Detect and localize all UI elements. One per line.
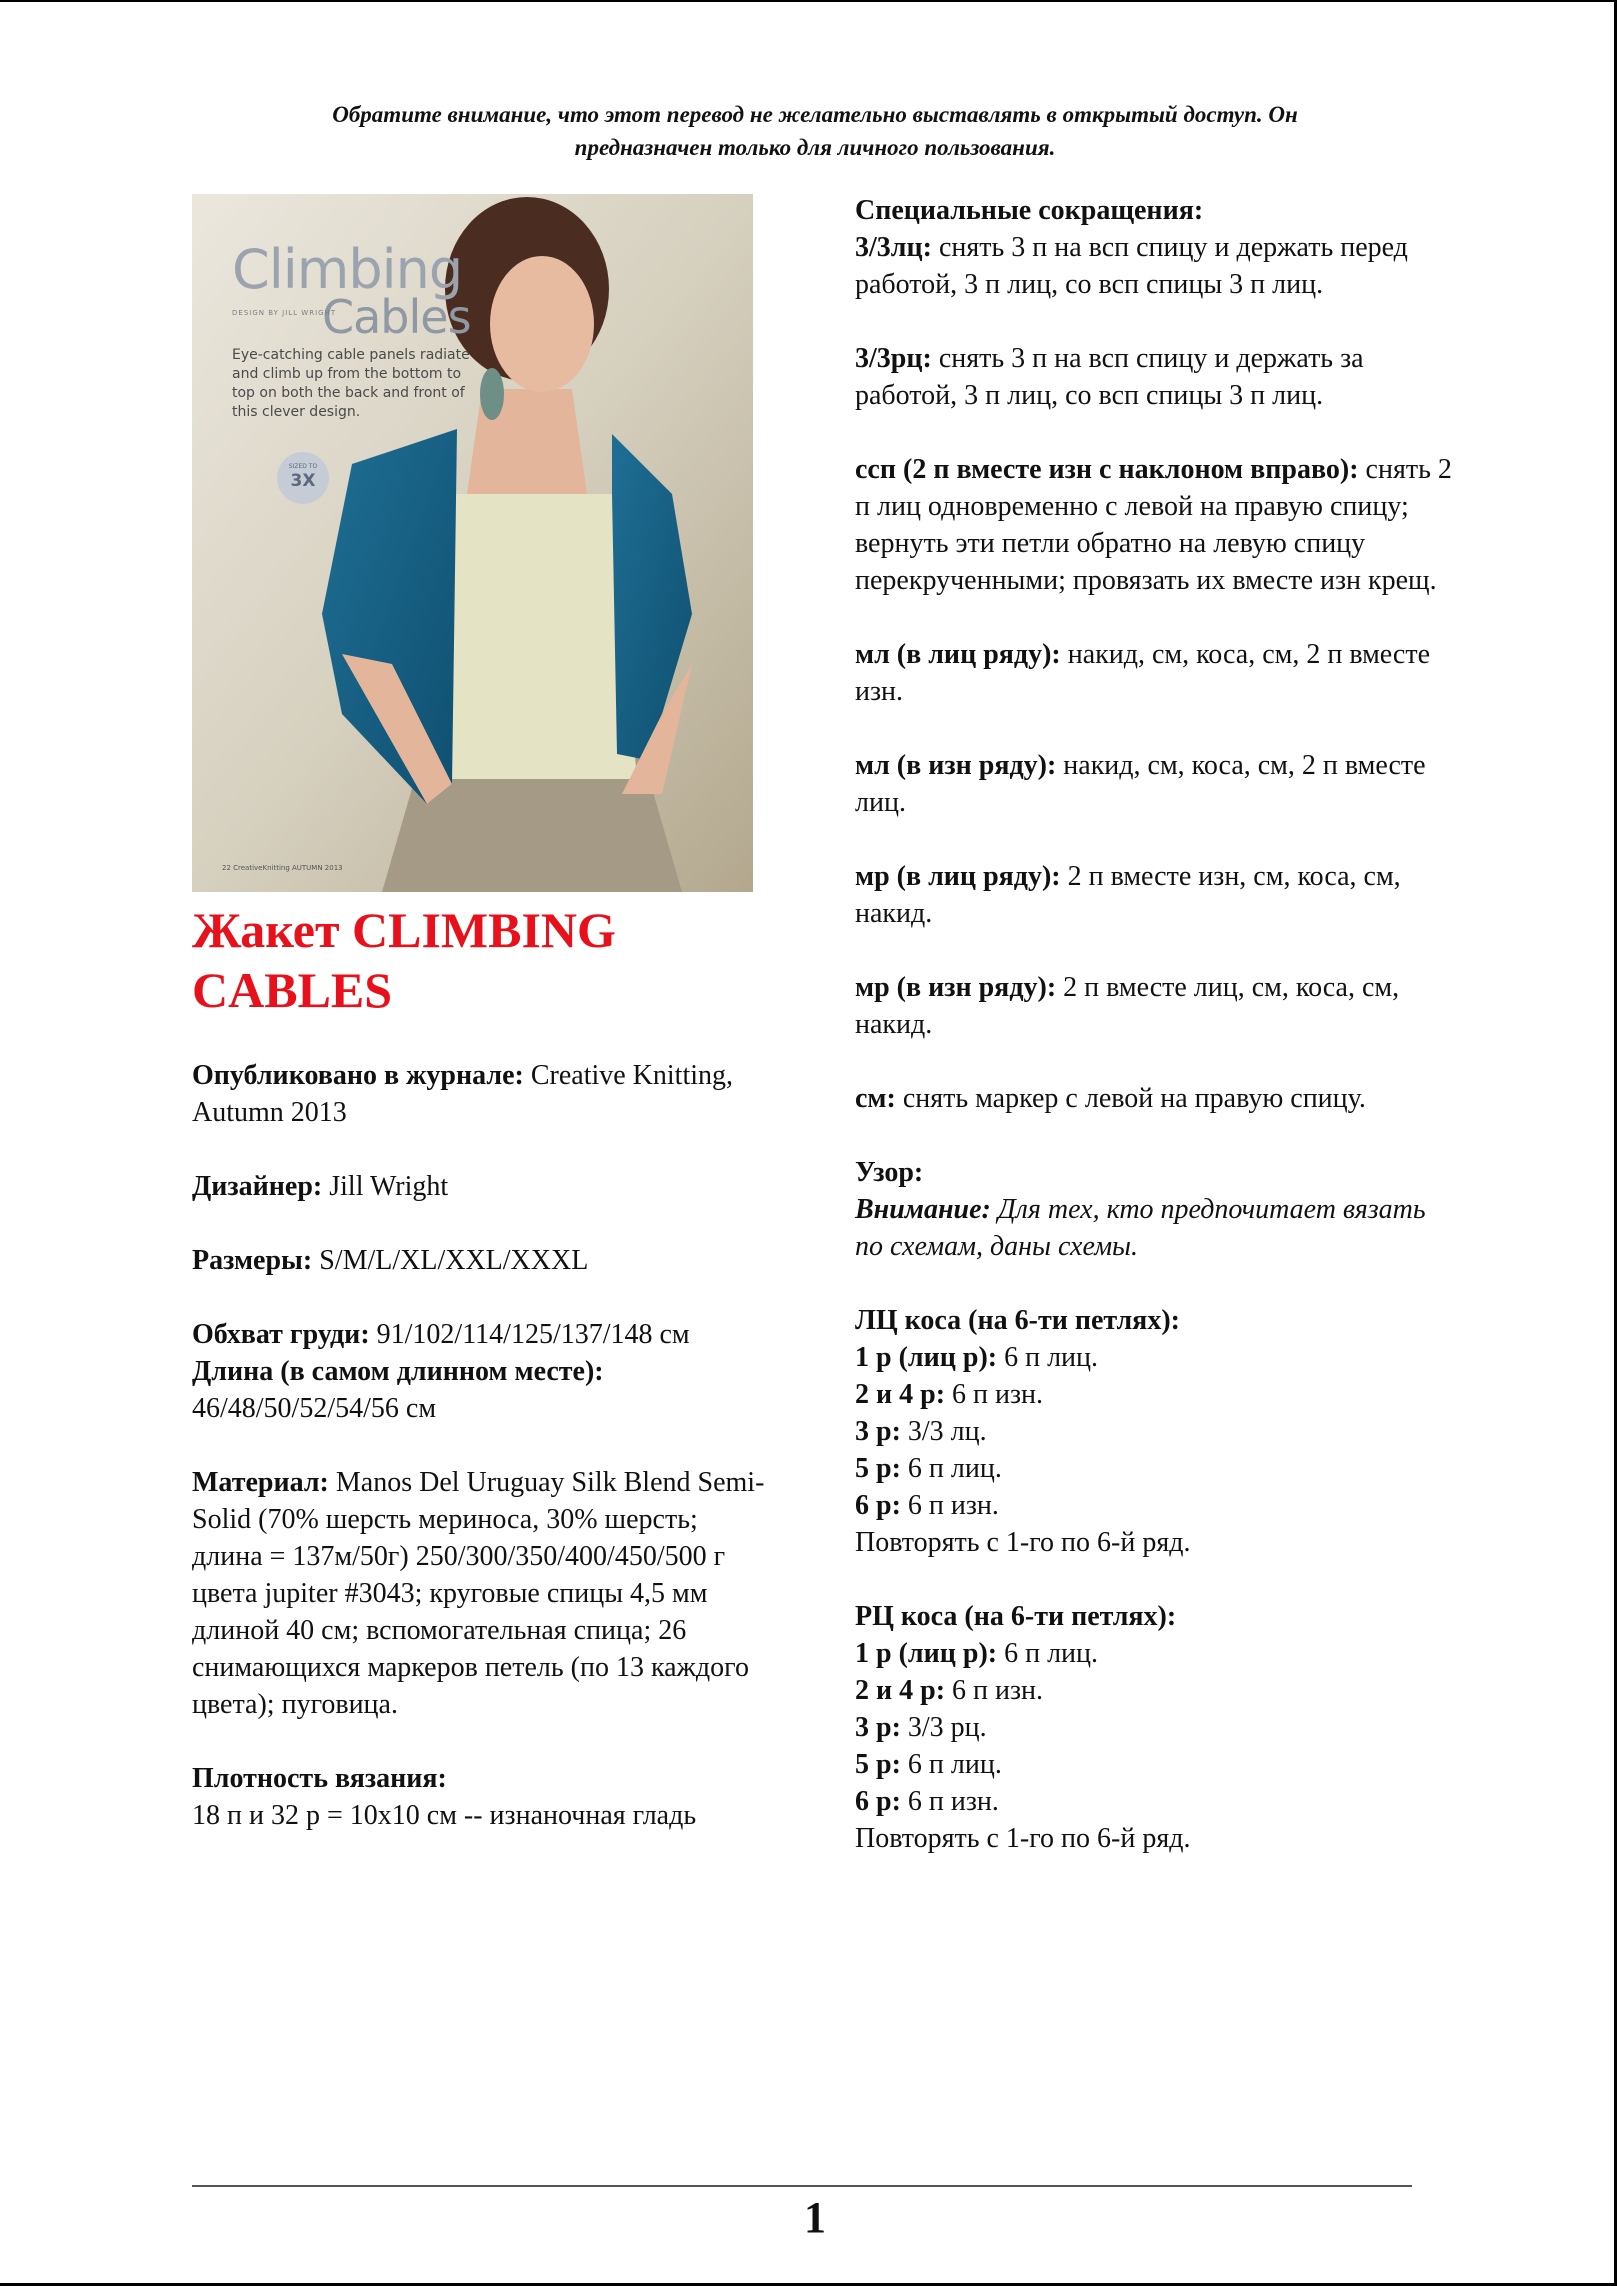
pattern-note-label: Внимание: (855, 1194, 991, 1225)
abbrev-text: снять маркер с левой на правую спицу. (895, 1083, 1366, 1114)
abbrev-term: 3/3рц: (855, 343, 932, 374)
material-line (192, 1464, 772, 1723)
left-column (192, 892, 772, 1834)
size-badge-label: SIZED TO (288, 463, 318, 470)
length-label: Длина (в самом длинном месте): (192, 1356, 604, 1387)
abbrev-item (855, 636, 1455, 710)
material-value: Manos Del Uruguay Silk Blend Semi-Solid (70% шерсть мериноса, 30% шерсть; длина = 137м/50г) 250/300/350/400/450/500 г цвета jupiter #3043; круговые спицы 4,5 мм длиной 40 см; вспомогательная спица; 26 снимающихся маркеров петель (по 13 каждого цвета); пуговица. (192, 1467, 765, 1720)
published-label: Опубликовано в журнале: (192, 1060, 524, 1091)
abbrev-item (855, 451, 1455, 599)
sizes-label: Размеры: (192, 1245, 313, 1276)
abbreviations-heading-text: Специальные сокращения: (855, 195, 1204, 226)
lc-cable-heading (855, 1302, 1455, 1339)
page-number: 1 (804, 2193, 826, 2242)
cover-blurb: Eye-catching cable panels radiate and climb up from the bottom to top on both the back and front of this clever design. (232, 347, 470, 420)
abbrev-item (855, 858, 1455, 932)
rc-row (855, 1746, 1455, 1783)
pattern-heading (855, 1154, 1455, 1191)
abbrev-term: см: (855, 1083, 896, 1114)
bust-line (192, 1316, 772, 1353)
abbrev-text: накид, см, коса, см, 2 п вместе лиц. (855, 750, 1426, 818)
sizes-value: S/M/L/XL/XXL/XXXL (312, 1245, 589, 1276)
lc-row-text: 6 п изн. (945, 1379, 1044, 1410)
abbrev-text: снять 3 п на всп спицу и держать за работой, 3 п лиц, со всп спицы 3 п лиц. (855, 343, 1364, 411)
size-badge-value: 3X (290, 471, 316, 491)
abbreviations-heading (855, 192, 1455, 229)
abbrev-text: снять 2 п лиц одновременно с левой на правую спицу; вернуть эти петли обратно на левую спицу перекрученными; провязать их вместе изн крещ. (855, 454, 1452, 596)
rc-row-text: 6 п изн. (900, 1786, 999, 1817)
rc-cable-heading (855, 1598, 1455, 1635)
lc-row-text: 6 п лиц. (997, 1342, 1099, 1373)
cover-credit: DESIGN BY JILL WRIGHT (232, 309, 337, 317)
lc-row-text: 6 п изн. (900, 1490, 999, 1521)
lc-row-text: 3/3 лц. (900, 1416, 987, 1447)
pattern-title: Жакет CLIMBING CABLES (192, 902, 616, 1018)
rc-row-label: 2 и 4 р: (855, 1675, 946, 1706)
abbrev-item (855, 1080, 1455, 1117)
notice-line-1: Обратите внимание, что этот перевод не желательно выставлять в открытый доступ. Он (332, 102, 1298, 127)
cover-footer: 22 CreativeKnitting AUTUMN 2013 (222, 864, 343, 872)
rc-row-text: 6 п лиц. (997, 1638, 1099, 1669)
designer-value: Jill Wright (322, 1171, 449, 1202)
lc-cable-heading-text: ЛЦ коса (на 6-ти петлях): (855, 1305, 1180, 1336)
lc-row-label: 1 р (лиц р): (855, 1342, 998, 1373)
abbrev-term: 3/3лц: (855, 232, 932, 263)
abbrev-term: мл (в лиц ряду): (855, 639, 1061, 670)
rc-cable-heading-text: РЦ коса (на 6-ти петлях): (855, 1601, 1177, 1632)
lc-row (855, 1487, 1455, 1524)
abbrev-item (855, 969, 1455, 1043)
lc-row-label: 3 р: (855, 1416, 901, 1447)
rc-row-text: 3/3 рц. (900, 1712, 987, 1743)
rc-row-text: 6 п лиц. (900, 1749, 1002, 1780)
cover-title-line-2: Cables (322, 290, 471, 344)
abbrev-text: 2 п вместе лиц, см, коса, см, накид. (855, 972, 1400, 1040)
footer-divider (192, 2185, 1412, 2187)
designer-line (192, 1168, 772, 1205)
rc-repeat: Повторять с 1-го по 6-й ряд. (855, 1823, 1191, 1854)
gauge-label: Плотность вязания: (192, 1763, 447, 1794)
abbrev-term: мр (в лиц ряду): (855, 861, 1061, 892)
pattern-heading-text: Узор: (855, 1157, 924, 1188)
pattern-note (855, 1191, 1455, 1265)
sizes-line (192, 1242, 772, 1279)
cover-title-line-1: Climbing (232, 238, 463, 301)
length-value: 46/48/50/52/54/56 см (192, 1393, 437, 1424)
lc-row-text: 6 п лиц. (900, 1453, 1002, 1484)
lc-row (855, 1376, 1455, 1413)
abbrev-term: ссп (2 п вместе изн с наклоном вправо): (855, 454, 1359, 485)
rc-row-label: 5 р: (855, 1749, 901, 1780)
length-line (192, 1353, 772, 1427)
lc-repeat: Повторять с 1-го по 6-й ряд. (855, 1527, 1191, 1558)
bust-value: 91/102/114/125/137/148 см (369, 1319, 690, 1350)
pattern-note-text: Для тех, кто предпочитает вязать по схемам, даны схемы. (855, 1194, 1426, 1262)
right-column (855, 192, 1455, 1857)
published-line (192, 1057, 772, 1131)
rc-row (855, 1783, 1455, 1820)
designer-label: Дизайнер: (192, 1171, 323, 1202)
lc-row-label: 6 р: (855, 1490, 901, 1521)
magazine-cover-image (192, 194, 753, 892)
gauge-line (192, 1760, 772, 1834)
material-label: Материал: (192, 1467, 329, 1498)
rc-row-text: 6 п изн. (945, 1675, 1044, 1706)
rc-row-label: 3 р: (855, 1712, 901, 1743)
rc-row (855, 1709, 1455, 1746)
lc-row-label: 2 и 4 р: (855, 1379, 946, 1410)
lc-row (855, 1450, 1455, 1487)
rc-row-label: 1 р (лиц р): (855, 1638, 998, 1669)
rc-row-label: 6 р: (855, 1786, 901, 1817)
lc-row-label: 5 р: (855, 1453, 901, 1484)
rc-row (855, 1635, 1455, 1672)
abbrev-item (855, 747, 1455, 821)
abbrev-text: накид, см, коса, см, 2 п вместе изн. (855, 639, 1431, 707)
bust-label: Обхват груди: (192, 1319, 370, 1350)
abbrev-term: мл (в изн ряду): (855, 750, 1057, 781)
lc-row (855, 1413, 1455, 1450)
abbrev-item (855, 229, 1455, 303)
size-badge (277, 452, 329, 504)
notice-line-2: предназначен только для личного пользования. (574, 135, 1056, 160)
copyright-notice (180, 98, 1450, 164)
abbrev-text: 2 п вместе изн, см, коса, см, накид. (855, 861, 1401, 929)
lc-row (855, 1339, 1455, 1376)
rc-row (855, 1672, 1455, 1709)
published-value: Creative Knitting, Autumn 2013 (192, 1060, 734, 1128)
abbrev-item (855, 340, 1455, 414)
abbrev-text: снять 3 п на всп спицу и держать перед работой, 3 п лиц, со всп спицы 3 п лиц. (855, 232, 1408, 300)
gauge-value: 18 п и 32 р = 10х10 см -- изнаночная гладь (192, 1800, 697, 1831)
abbrev-term: мр (в изн ряду): (855, 972, 1057, 1003)
